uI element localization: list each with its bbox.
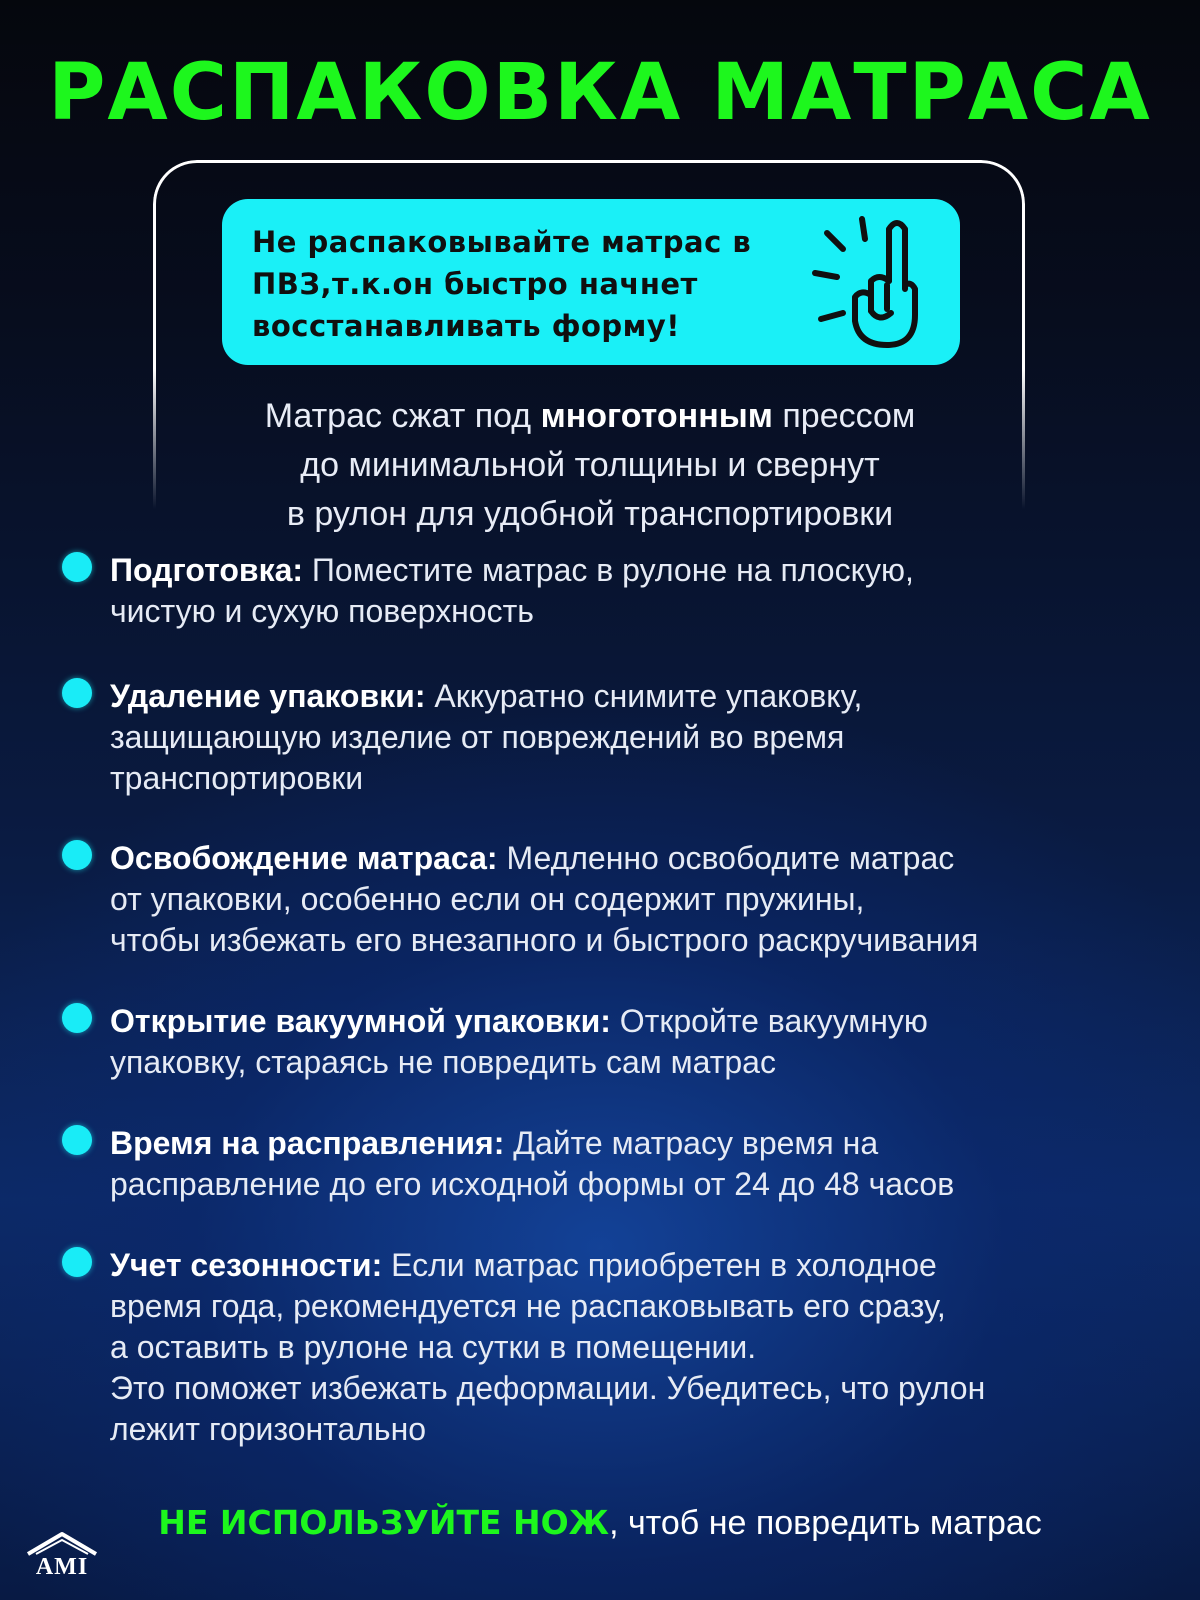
warning-line: ПВЗ,т.к.он быстро начнет xyxy=(252,267,698,301)
step-text xyxy=(110,550,1180,632)
step-title: Время на расправления: xyxy=(110,1125,505,1161)
bullet-dot-icon xyxy=(62,678,92,708)
step-line: Если матрас приобретен в холодное xyxy=(382,1247,937,1283)
step-title: Удаление упаковки: xyxy=(110,678,426,714)
intro-line-3: в рулон для удобной транспортировки xyxy=(286,495,894,533)
step-line: чтобы избежать его внезапного и быстрого раскручивания xyxy=(110,922,979,958)
step-line: время года, рекомендуется не распаковывать его сразу, xyxy=(110,1288,946,1324)
step-line: от упаковки, особенно если он содержит пружины, xyxy=(110,881,865,917)
step-line: а оставить в рулоне на сутки в помещении. xyxy=(110,1329,757,1365)
footer-text: , чтоб не повредить матрас xyxy=(609,1504,1042,1542)
step-line: лежит горизонтально xyxy=(110,1411,427,1447)
step-line: транспортировки xyxy=(110,760,364,796)
intro-emphasis: многотонным xyxy=(540,397,773,435)
brand-logo xyxy=(22,1528,102,1588)
step-line: упаковку, стараясь не повредить сам матрас xyxy=(110,1044,776,1080)
step-title: Открытие вакуумной упаковки: xyxy=(110,1003,611,1039)
bullet-dot-icon xyxy=(62,552,92,582)
step-line: расправление до его исходной формы от 24 до 48 часов xyxy=(110,1166,955,1202)
step-text xyxy=(110,838,1180,961)
warning-line: восстанавливать форму! xyxy=(252,309,681,343)
step-line: Откройте вакуумную xyxy=(610,1003,928,1039)
step-text xyxy=(110,676,1180,799)
step-line: Аккуратно снимите упаковку, xyxy=(425,678,863,714)
intro-text-part: Матрас сжат под xyxy=(264,397,541,435)
step-line: Медленно освободите матрас xyxy=(497,840,955,876)
warning-line: Не распаковывайте матрас в xyxy=(252,225,752,259)
bullet-dot-icon xyxy=(62,1125,92,1155)
step-line: защищающую изделие от повреждений во время xyxy=(110,719,845,755)
step-line: чистую и сухую поверхность xyxy=(110,593,534,629)
intro-line-2: до минимальной толщины и свернут xyxy=(300,446,880,484)
step-text xyxy=(110,1123,1180,1205)
step-line: Поместите матрас в рулоне на плоскую, xyxy=(303,552,914,588)
bullet-dot-icon xyxy=(62,1003,92,1033)
intro-text-part: прессом xyxy=(772,397,916,435)
step-line: Это поможет избежать деформации. Убедитесь, что рулон xyxy=(110,1370,986,1406)
logo-text: AMI xyxy=(35,1554,89,1580)
footer-warning: НЕ ИСПОЛЬЗУЙТЕ НОЖ xyxy=(158,1503,610,1542)
step-title: Освобождение матраса: xyxy=(110,840,498,876)
step-title: Подготовка: xyxy=(110,552,304,588)
bullet-dot-icon xyxy=(62,1247,92,1277)
step-line: Дайте матрасу время на xyxy=(504,1125,879,1161)
bullet-dot-icon xyxy=(62,840,92,870)
step-title: Учет сезонности: xyxy=(110,1247,383,1283)
step-text xyxy=(110,1001,1180,1083)
footer-note xyxy=(0,1503,1200,1543)
page-title: РАСПАКОВКА МАТРАСА xyxy=(48,48,1152,138)
step-text xyxy=(110,1245,1180,1450)
